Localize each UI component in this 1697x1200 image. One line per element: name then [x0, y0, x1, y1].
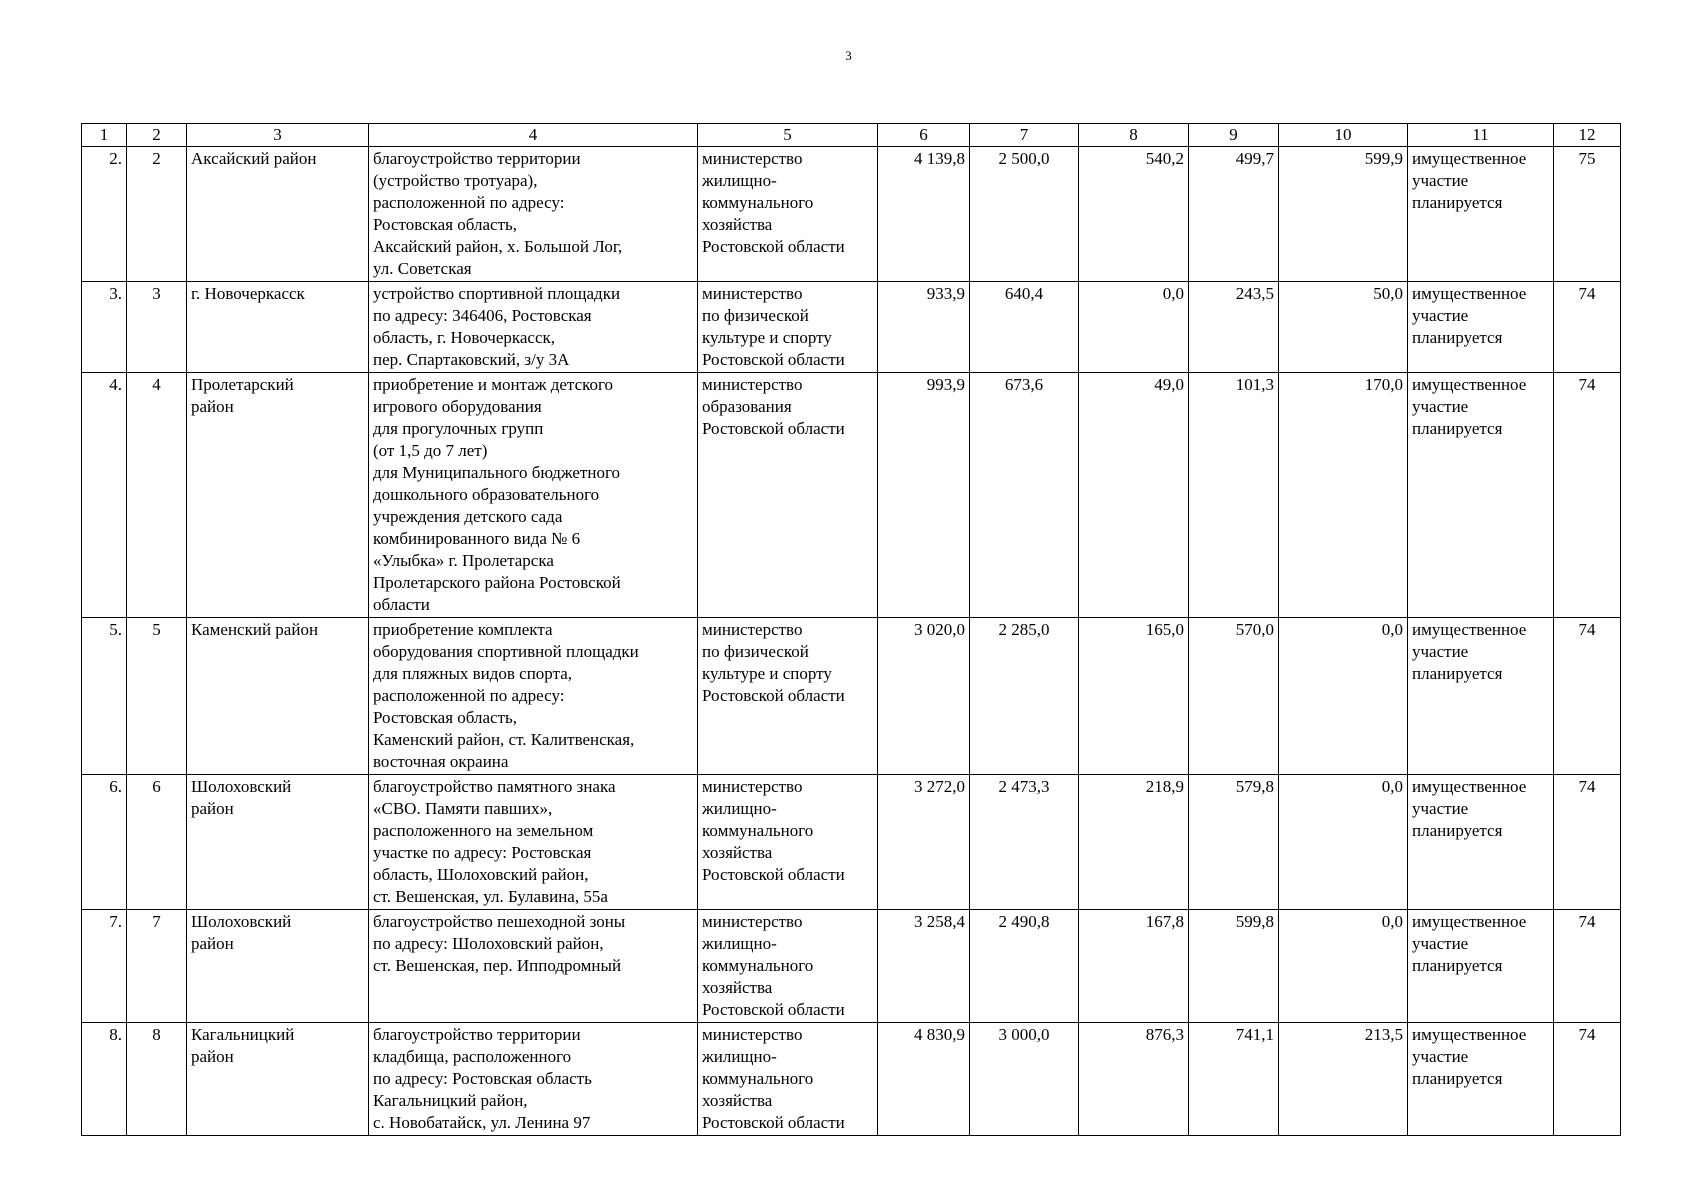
column-header-5: 5 — [698, 124, 878, 147]
cell-local-budget: 599,8 — [1189, 910, 1279, 1023]
table-body — [82, 124, 1621, 1136]
column-header-12: 12 — [1554, 124, 1621, 147]
cell-total-amount: 933,9 — [878, 282, 970, 373]
cell-ministry: министерство жилищно- коммунального хозяйства Ростовской области — [698, 910, 878, 1023]
column-number-row — [82, 124, 1621, 147]
cell-federal-budget: 218,9 — [1079, 775, 1189, 910]
cell-list-number: 5 — [127, 618, 187, 775]
column-header-6: 6 — [878, 124, 970, 147]
cell-row-index: 6. — [82, 775, 127, 910]
cell-extra-budget: 0,0 — [1279, 775, 1408, 910]
table-row — [82, 282, 1621, 373]
cell-municipality: г. Новочеркасск — [187, 282, 369, 373]
cell-project-description: благоустройство памятного знака «СВО. Памяти павших», расположенного на земельном участке по адресу: Ростовская область, Шолоховский район, ст. Вешенская, ул. Булавина, 55а — [369, 775, 698, 910]
cell-list-number: 3 — [127, 282, 187, 373]
column-header-11: 11 — [1408, 124, 1554, 147]
cell-federal-budget: 876,3 — [1079, 1023, 1189, 1136]
cell-municipality: Шолоховский район — [187, 910, 369, 1023]
column-header-10: 10 — [1279, 124, 1408, 147]
column-header-9: 9 — [1189, 124, 1279, 147]
cell-ministry: министерство жилищно- коммунального хозяйства Ростовской области — [698, 147, 878, 282]
cell-participation-note: имущественное участие планируется — [1408, 775, 1554, 910]
page-number: 3 — [845, 48, 852, 63]
cell-local-budget: 741,1 — [1189, 1023, 1279, 1136]
cell-extra-budget: 599,9 — [1279, 147, 1408, 282]
cell-score: 74 — [1554, 910, 1621, 1023]
cell-participation-note: имущественное участие планируется — [1408, 147, 1554, 282]
cell-municipality: Аксайский район — [187, 147, 369, 282]
cell-score: 75 — [1554, 147, 1621, 282]
cell-total-amount: 3 020,0 — [878, 618, 970, 775]
cell-regional-budget: 3 000,0 — [970, 1023, 1079, 1136]
cell-extra-budget: 213,5 — [1279, 1023, 1408, 1136]
cell-row-index: 3. — [82, 282, 127, 373]
column-header-7: 7 — [970, 124, 1079, 147]
cell-ministry: министерство по физической культуре и спорту Ростовской области — [698, 282, 878, 373]
cell-row-index: 2. — [82, 147, 127, 282]
table-row — [82, 373, 1621, 618]
cell-project-description: благоустройство пешеходной зоны по адресу: Шолоховский район, ст. Вешенская, пер. Ипподромный — [369, 910, 698, 1023]
cell-municipality: Каменский район — [187, 618, 369, 775]
cell-regional-budget: 2 285,0 — [970, 618, 1079, 775]
cell-list-number: 6 — [127, 775, 187, 910]
cell-extra-budget: 0,0 — [1279, 910, 1408, 1023]
cell-local-budget: 579,8 — [1189, 775, 1279, 910]
cell-row-index: 4. — [82, 373, 127, 618]
table-row — [82, 1023, 1621, 1136]
cell-total-amount: 3 272,0 — [878, 775, 970, 910]
cell-row-index: 5. — [82, 618, 127, 775]
cell-regional-budget: 640,4 — [970, 282, 1079, 373]
cell-ministry: министерство жилищно- коммунального хозяйства Ростовской области — [698, 1023, 878, 1136]
cell-participation-note: имущественное участие планируется — [1408, 282, 1554, 373]
cell-list-number: 8 — [127, 1023, 187, 1136]
cell-ministry: министерство по физической культуре и спорту Ростовской области — [698, 618, 878, 775]
cell-project-description: устройство спортивной площадки по адресу: 346406, Ростовская область, г. Новочеркасск, пер. Спартаковский, з/у 3А — [369, 282, 698, 373]
cell-score: 74 — [1554, 373, 1621, 618]
column-header-8: 8 — [1079, 124, 1189, 147]
cell-project-description: благоустройство территории кладбища, расположенного по адресу: Ростовская область Кагальницкий район, с. Новобатайск, ул. Ленина 97 — [369, 1023, 698, 1136]
subsidy-table — [81, 123, 1621, 1136]
cell-federal-budget: 0,0 — [1079, 282, 1189, 373]
cell-local-budget: 101,3 — [1189, 373, 1279, 618]
cell-regional-budget: 673,6 — [970, 373, 1079, 618]
column-header-2: 2 — [127, 124, 187, 147]
cell-municipality: Кагальницкий район — [187, 1023, 369, 1136]
cell-total-amount: 4 830,9 — [878, 1023, 970, 1136]
cell-municipality: Пролетарский район — [187, 373, 369, 618]
cell-project-description: приобретение и монтаж детского игрового оборудования для прогулочных групп (от 1,5 до 7 лет) для Муниципального бюджетного дошкольного образовательного учреждения детского сада комбинированного вида № 6 «Улыбка» г. Пролетарска Пролетарского района Ростовской области — [369, 373, 698, 618]
cell-extra-budget: 170,0 — [1279, 373, 1408, 618]
table-row — [82, 775, 1621, 910]
cell-ministry: министерство образования Ростовской области — [698, 373, 878, 618]
cell-total-amount: 4 139,8 — [878, 147, 970, 282]
cell-participation-note: имущественное участие планируется — [1408, 1023, 1554, 1136]
cell-extra-budget: 50,0 — [1279, 282, 1408, 373]
cell-list-number: 4 — [127, 373, 187, 618]
cell-project-description: благоустройство территории (устройство тротуара), расположенной по адресу: Ростовская область, Аксайский район, х. Большой Лог, ул. Советская — [369, 147, 698, 282]
cell-participation-note: имущественное участие планируется — [1408, 618, 1554, 775]
cell-score: 74 — [1554, 618, 1621, 775]
cell-total-amount: 3 258,4 — [878, 910, 970, 1023]
cell-row-index: 7. — [82, 910, 127, 1023]
cell-local-budget: 499,7 — [1189, 147, 1279, 282]
cell-extra-budget: 0,0 — [1279, 618, 1408, 775]
cell-project-description: приобретение комплекта оборудования спортивной площадки для пляжных видов спорта, расположенной по адресу: Ростовская область, Каменский район, ст. Калитвенская, восточная окраина — [369, 618, 698, 775]
table-row — [82, 618, 1621, 775]
table-row — [82, 147, 1621, 282]
cell-federal-budget: 49,0 — [1079, 373, 1189, 618]
cell-score: 74 — [1554, 775, 1621, 910]
cell-participation-note: имущественное участие планируется — [1408, 910, 1554, 1023]
cell-municipality: Шолоховский район — [187, 775, 369, 910]
column-header-1: 1 — [82, 124, 127, 147]
cell-score: 74 — [1554, 1023, 1621, 1136]
cell-list-number: 7 — [127, 910, 187, 1023]
cell-federal-budget: 165,0 — [1079, 618, 1189, 775]
cell-local-budget: 243,5 — [1189, 282, 1279, 373]
column-header-4: 4 — [369, 124, 698, 147]
cell-ministry: министерство жилищно- коммунального хозяйства Ростовской области — [698, 775, 878, 910]
column-header-3: 3 — [187, 124, 369, 147]
cell-federal-budget: 540,2 — [1079, 147, 1189, 282]
cell-list-number: 2 — [127, 147, 187, 282]
cell-score: 74 — [1554, 282, 1621, 373]
cell-local-budget: 570,0 — [1189, 618, 1279, 775]
table-row — [82, 910, 1621, 1023]
cell-regional-budget: 2 500,0 — [970, 147, 1079, 282]
cell-participation-note: имущественное участие планируется — [1408, 373, 1554, 618]
cell-regional-budget: 2 473,3 — [970, 775, 1079, 910]
cell-federal-budget: 167,8 — [1079, 910, 1189, 1023]
cell-regional-budget: 2 490,8 — [970, 910, 1079, 1023]
cell-total-amount: 993,9 — [878, 373, 970, 618]
cell-row-index: 8. — [82, 1023, 127, 1136]
